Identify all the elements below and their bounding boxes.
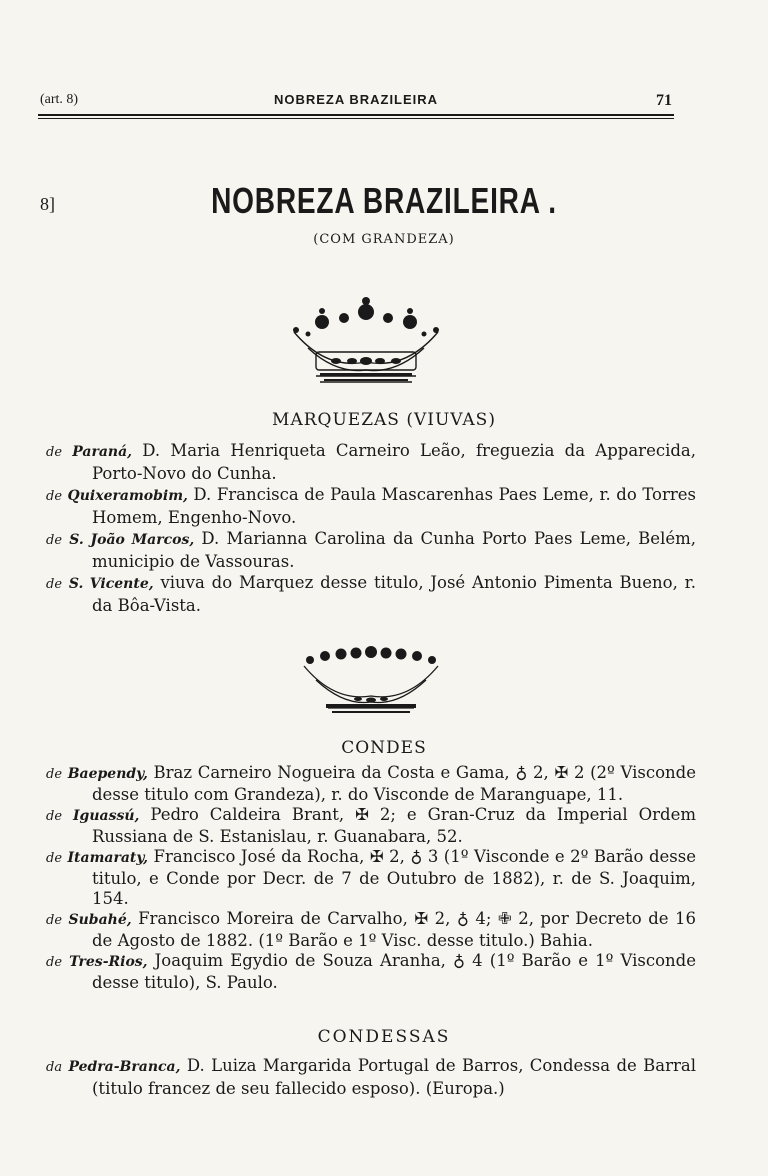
marquezas-list xyxy=(46,440,696,616)
entry-title: Paraná, xyxy=(72,444,133,460)
section-number: 8] xyxy=(40,194,55,214)
condes-heading: CONDES xyxy=(341,738,427,758)
list-item: de Baependy, Braz Carneiro Nogueira da Costa e Gama, ♁ 2, ✠ 2 (2º Visconde desse titulo com Grandeza), r. do Visconde de Maranguape, 11. xyxy=(46,763,696,804)
entry-text: Joaquim Egydio de Souza Aranha, ♁ 4 (1º Barão e 1º Visconde desse titulo), S. Paulo. xyxy=(92,951,697,992)
entry-text: D. Marianna Carolina da Cunha Porto Paes Leme, Belém, municipio de Vassouras. xyxy=(92,529,697,571)
entry-title: Baependy, xyxy=(67,766,148,782)
running-title: NOBREZA BRAZILEIRA xyxy=(273,92,439,107)
entry-text: Francisco Moreira de Carvalho, ✠ 2, ♁ 4; ✙ 2, por Decreto de 16 de Agosto de 1882. (1º Barão e 1º Visc. desse titulo.) Bahia. xyxy=(92,909,697,950)
list-item: da Pedra-Branca, D. Luiza Margarida Portugal de Barros, Condessa de Barral (titulo francez de seu fallecido esposo). (Europa.) xyxy=(46,1056,696,1098)
entry-title: Subahé, xyxy=(68,912,132,928)
entry-title: Pedra-Branca, xyxy=(68,1059,181,1075)
list-item: de Paraná, D. Maria Henriqueta Carneiro Leão, freguezia da Apparecida, Porto-Novo do Cunha. xyxy=(46,441,696,483)
list-item: de Subahé, Francisco Moreira de Carvalho, ✠ 2, ♁ 4; ✙ 2, por Decreto de 16 de Agosto de 1882. (1º Barão e 1º Visc. desse titulo.) Bahia. xyxy=(46,909,697,950)
marquis-crown-icon xyxy=(286,292,446,388)
entry-title: S. João Marcos, xyxy=(69,532,195,548)
marquezas-heading: MARQUEZAS (VIUVAS) xyxy=(272,410,496,430)
article-reference: (art. 8) xyxy=(40,92,79,107)
entry-text: D. Francisca de Paula Mascarenhas Paes Leme, r. do Torres Homem, Engenho-Novo. xyxy=(92,485,696,527)
entry-text: Francisco José da Rocha, ✠ 2, ♁ 3 (1º Visconde e 2º Barão desse titulo, e Conde por Decr. de 7 de Outubro de 1882), r. de S. Joaquim, 154. xyxy=(92,847,696,908)
entry-text: D. Maria Henriqueta Carneiro Leão, freguezia da Apparecida, Porto-Novo do Cunha. xyxy=(92,441,696,483)
entry-text: viuva do Marquez desse titulo, José Antonio Pimenta Bueno, r. da Bôa-Vista. xyxy=(92,573,697,615)
entry-text: D. Luiza Margarida Portugal de Barros, Condessa de Barral (titulo francez de seu fallecido esposo). (Europa.) xyxy=(92,1056,696,1098)
entry-text: Braz Carneiro Nogueira da Costa e Gama, ♁ 2, ✠ 2 (2º Visconde desse titulo com Grandeza), r. do Visconde de Maranguape, 11. xyxy=(92,763,696,804)
condessas-list xyxy=(46,1055,696,1099)
header-rule-thin xyxy=(38,118,674,119)
count-crown-icon xyxy=(298,644,444,716)
page-title: NOBREZA BRAZILEIRA . xyxy=(211,180,557,221)
entry-title: Quixeramobim, xyxy=(67,488,188,504)
entry-title: Itamaraty, xyxy=(67,850,149,866)
page-number: 71 xyxy=(656,92,672,109)
list-item: de Tres-Rios, Joaquim Egydio de Souza Aranha, ♁ 4 (1º Barão e 1º Visconde desse titulo), S. Paulo. xyxy=(46,951,697,992)
list-item: de S. João Marcos, D. Marianna Carolina da Cunha Porto Paes Leme, Belém, municipio de Vassouras. xyxy=(46,529,697,571)
list-item: de Iguassú, Pedro Caldeira Brant, ✠ 2; e Gran-Cruz da Imperial Ordem Russiana de S. Estanislau, r. Guanabara, 52. xyxy=(46,805,696,846)
entry-title: Iguassú, xyxy=(72,808,140,824)
header-rule xyxy=(38,114,674,116)
list-item: de Itamaraty, Francisco José da Rocha, ✠ 2, ♁ 3 (1º Visconde e 2º Barão desse titulo, e Conde por Decr. de 7 de Outubro de 1882), r. de S. Joaquim, 154. xyxy=(46,847,696,908)
entry-text: Pedro Caldeira Brant, ✠ 2; e Gran-Cruz da Imperial Ordem Russiana de S. Estanislau, r. Guanabara, 52. xyxy=(92,805,696,846)
list-item: de S. Vicente, viuva do Marquez desse titulo, José Antonio Pimenta Bueno, r. da Bôa-Vista. xyxy=(46,573,697,615)
condes-list xyxy=(46,763,696,993)
page-subtitle: (COM GRANDEZA) xyxy=(313,232,455,247)
condessas-heading: CONDESSAS xyxy=(317,1027,451,1047)
running-head xyxy=(40,92,672,114)
list-item: de Quixeramobim, D. Francisca de Paula Mascarenhas Paes Leme, r. do Torres Homem, Engenho-Novo. xyxy=(46,485,696,527)
entry-title: Tres-Rios, xyxy=(69,954,148,970)
entry-title: S. Vicente, xyxy=(68,576,154,592)
